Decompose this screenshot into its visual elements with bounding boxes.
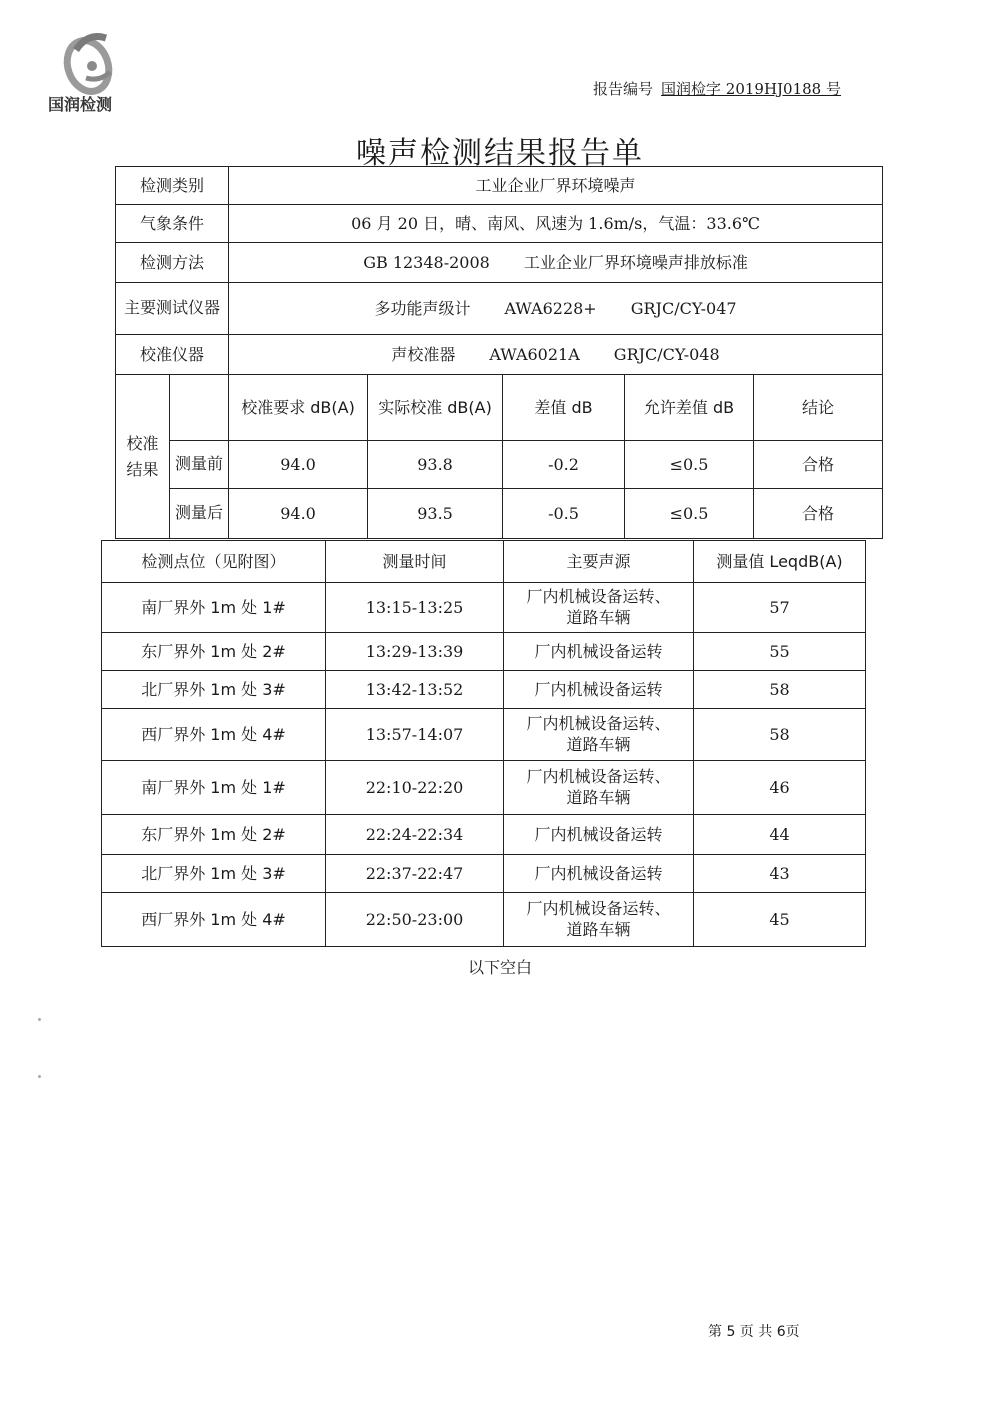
cal-header-allowed: 允许差值 dB: [625, 375, 754, 441]
source-cell: 厂内机械设备运转、道路车辆: [504, 709, 694, 761]
instrument-model: AWA6228+: [504, 298, 597, 318]
value-cell: 58: [694, 709, 866, 761]
cal-stage: 测量前: [170, 441, 229, 489]
page-footer: 第 5 页 共 6页: [708, 1324, 800, 1340]
calibrator-id: GRJC/CY-048: [613, 344, 720, 364]
table-row: [102, 633, 866, 671]
cal-header-required: 校准要求 dB(A): [229, 375, 368, 441]
cal-allowed: ≤0.5: [625, 441, 754, 489]
source-cell: 厂内机械设备运转: [504, 815, 694, 855]
table-row: [102, 709, 866, 761]
category-value: 工业企业厂界环境噪声: [229, 167, 883, 205]
cal-required: 94.0: [229, 489, 368, 539]
instrument-value: [229, 283, 883, 335]
cal-diff: -0.5: [503, 489, 625, 539]
instrument-id: GRJC/CY-047: [630, 298, 737, 318]
calibration-row: [116, 441, 883, 489]
results-header-time: 测量时间: [326, 541, 504, 583]
source-cell: 厂内机械设备运转: [504, 671, 694, 709]
report-number: [593, 78, 841, 99]
blank-note: 以下空白: [467, 958, 532, 977]
method-name: 工业企业厂界环境噪声排放标准: [523, 252, 748, 272]
calibration-label: 校准结果: [116, 375, 170, 539]
source-cell: 厂内机械设备运转: [504, 855, 694, 893]
cal-actual: 93.8: [368, 441, 503, 489]
time-cell: 13:57-14:07: [326, 709, 504, 761]
time-cell: 13:15-13:25: [326, 583, 504, 633]
value-cell: 45: [694, 893, 866, 947]
report-number-value: 国润检字 2019HJ0188 号: [661, 80, 841, 98]
value-cell: 55: [694, 633, 866, 671]
point-cell: 北厂界外 1m 处 3#: [102, 855, 326, 893]
calibrator-value: [229, 335, 883, 375]
point-cell: 南厂界外 1m 处 1#: [102, 761, 326, 815]
table-row: [102, 815, 866, 855]
weather-label: 气象条件: [116, 205, 229, 243]
point-cell: 东厂界外 1m 处 2#: [102, 815, 326, 855]
table-row: [102, 893, 866, 947]
time-cell: 13:29-13:39: [326, 633, 504, 671]
table-row: [102, 583, 866, 633]
table-row: [102, 761, 866, 815]
point-cell: 西厂界外 1m 处 4#: [102, 893, 326, 947]
results-header-source: 主要声源: [504, 541, 694, 583]
cal-header-diff: 差值 dB: [503, 375, 625, 441]
time-cell: 13:42-13:52: [326, 671, 504, 709]
results-header-value: 测量值 LeqdB(A): [694, 541, 866, 583]
calibrator-name: 声校准器: [391, 344, 456, 364]
cal-conclusion: 合格: [754, 441, 883, 489]
value-cell: 58: [694, 671, 866, 709]
table-row: [102, 671, 866, 709]
point-cell: 东厂界外 1m 处 2#: [102, 633, 326, 671]
category-label: 检测类别: [116, 167, 229, 205]
calibrator-label: 校准仪器: [116, 335, 229, 375]
cal-required: 94.0: [229, 441, 368, 489]
scan-speck: [38, 1018, 41, 1021]
source-cell: 厂内机械设备运转、道路车辆: [504, 583, 694, 633]
method-label: 检测方法: [116, 243, 229, 283]
value-cell: 57: [694, 583, 866, 633]
calibrator-model: AWA6021A: [489, 344, 580, 364]
results-header-point: 检测点位（见附图）: [102, 541, 326, 583]
time-cell: 22:24-22:34: [326, 815, 504, 855]
cal-stage: 测量后: [170, 489, 229, 539]
scan-speck: [38, 1075, 41, 1078]
time-cell: 22:10-22:20: [326, 761, 504, 815]
weather-value: 06 月 20 日，晴、南风、风速为 1.6m/s，气温：33.6℃: [229, 205, 883, 243]
instrument-name: 多功能声级计: [374, 298, 471, 318]
cal-diff: -0.2: [503, 441, 625, 489]
results-table: [101, 540, 866, 947]
cal-actual: 93.5: [368, 489, 503, 539]
source-cell: 厂内机械设备运转、道路车辆: [504, 893, 694, 947]
cal-header-actual: 实际校准 dB(A): [368, 375, 503, 441]
method-value: [229, 243, 883, 283]
calibration-row: [116, 489, 883, 539]
cal-allowed: ≤0.5: [625, 489, 754, 539]
info-table: [115, 166, 883, 539]
table-row: [102, 855, 866, 893]
value-cell: 46: [694, 761, 866, 815]
point-cell: 北厂界外 1m 处 3#: [102, 671, 326, 709]
value-cell: 44: [694, 815, 866, 855]
cal-conclusion: 合格: [754, 489, 883, 539]
source-cell: 厂内机械设备运转、道路车辆: [504, 761, 694, 815]
point-cell: 西厂界外 1m 处 4#: [102, 709, 326, 761]
value-cell: 43: [694, 855, 866, 893]
page-title: 噪声检测结果报告单: [356, 136, 644, 171]
time-cell: 22:37-22:47: [326, 855, 504, 893]
source-cell: 厂内机械设备运转: [504, 633, 694, 671]
calibration-header-blank: [170, 375, 229, 441]
logo-text: 国润检测: [48, 95, 113, 114]
time-cell: 22:50-23:00: [326, 893, 504, 947]
instrument-label: 主要测试仪器: [116, 283, 229, 335]
method-code: GB 12348-2008: [363, 252, 490, 272]
point-cell: 南厂界外 1m 处 1#: [102, 583, 326, 633]
report-number-label: 报告编号: [593, 80, 654, 98]
cal-header-conclusion: 结论: [754, 375, 883, 441]
